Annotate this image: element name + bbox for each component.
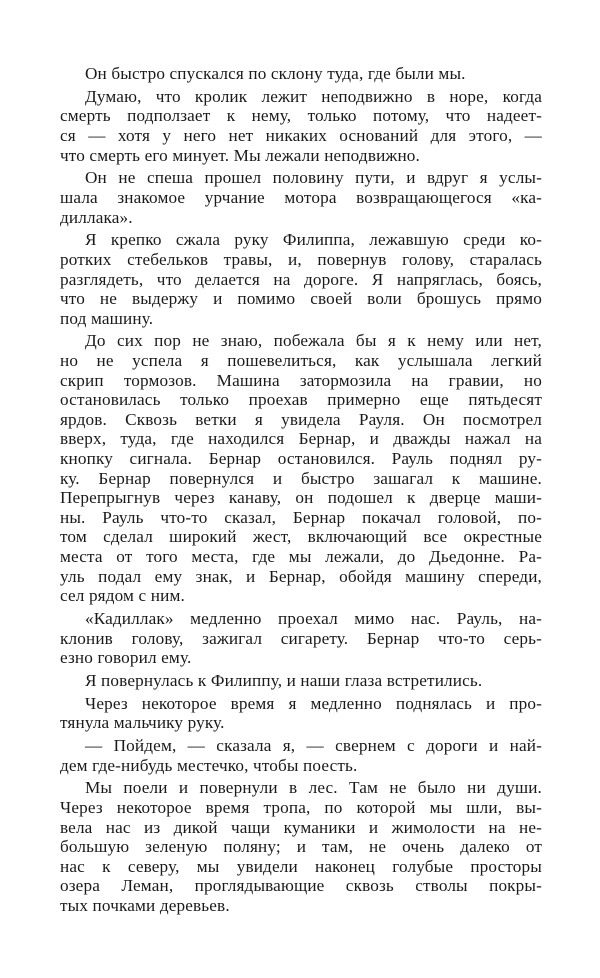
text-line: Перепрыгнув через канаву, он подошел к дверце маши- [60, 488, 542, 508]
text-line: остановилась только проехав примерно еще пятьдесят [60, 390, 542, 410]
text-line: большую зеленую поляну; и там, не очень далеко от [60, 837, 542, 857]
text-line: ны. Рауль что-то сказал, Бернар покачал головой, по- [60, 507, 542, 527]
paragraph-10 [60, 778, 542, 915]
text-line: ся — хотя у него нет никаких оснований для этого, — [60, 125, 542, 145]
text-line: что смерть его минует. Мы лежали неподвижно. [60, 145, 420, 165]
text-line: места от того места, где мы лежали, до Дьедонне. Ра- [60, 547, 542, 566]
text-line: — Пойдем, — сказала я, — свернем с дороги и най- [85, 736, 542, 756]
text-line: Он быстро спускался по склону туда, где были мы. [85, 64, 466, 83]
text-line: тянула мальчику руку. [60, 713, 225, 733]
text-line: Он не спеша прошел половину пути, и вдруг я услы- [85, 168, 542, 188]
text-line: разглядеть, что делается на дороге. Я напряглась, боясь, [60, 269, 542, 289]
book-page-text [60, 64, 542, 919]
text-line: ротких стебельков травы, и, повернув голову, старалась [60, 249, 542, 269]
text-line: но не успела я пошевелиться, как услышала легкий [60, 351, 542, 371]
text-line: смерть подползает к нему, только потому, что надеет- [60, 106, 542, 126]
text-line: Я повернулась к Филиппу, и наши глаза встретились. [85, 670, 483, 690]
text-line: Через некоторое время я медленно поднялась и про- [85, 693, 542, 713]
text-line: под машину. [60, 308, 154, 328]
paragraph-7 [60, 671, 542, 691]
text-line: Мы поели и повернули в лес. Там не было ни души. [85, 778, 542, 798]
paragraph-9-dialogue [60, 736, 542, 775]
text-line: Я крепко сжала руку Филиппа, лежавшую среди ко- [85, 230, 542, 250]
paragraph-5 [60, 331, 542, 605]
paragraph-3 [60, 168, 542, 227]
text-line: сел рядом с ним. [60, 586, 185, 606]
text-line: диллака». [60, 207, 133, 227]
text-line: ярдов. Сквозь ветки я увидела Рауля. Он посмотрел [60, 409, 542, 429]
text-line: нас к северу, мы увидели наконец голубые просторы [60, 856, 542, 876]
text-line: кнопку сигнала. Бернар остановился. Рауль поднял ру- [60, 449, 542, 469]
paragraph-4 [60, 230, 542, 328]
text-line: До сих пор не знаю, побежала бы я к нему или нет, [85, 331, 542, 351]
text-line: клонив голову, зажигал сигарету. Бернар что-то серь- [60, 628, 542, 648]
text-line: Думаю, что кролик лежит неподвижно в норе, когда [85, 86, 542, 106]
text-line: ку. Бернар повернулся и быстро зашагал к машине. [60, 468, 542, 488]
paragraph-6 [60, 609, 542, 668]
text-line: шала знакомое урчание мотора возвращающегося «ка- [60, 187, 542, 207]
text-line: «Кадиллак» медленно проехал мимо нас. Рауль, на- [85, 608, 542, 628]
text-line: уль подал ему знак, и Бернар, обойдя машину спереди, [60, 566, 542, 586]
text-line: вела нас из дикой чащи куманики и жимолости на не- [60, 817, 542, 837]
text-line: тых почками деревьев. [60, 896, 230, 916]
text-line: езно говорил ему. [60, 648, 192, 668]
text-line: том сделал широкий жест, включающий все окрестные [60, 527, 542, 547]
text-line: вверх, туда, где находился Бернар, и дважды нажал на [60, 429, 542, 449]
paragraph-2 [60, 87, 542, 165]
paragraph-8 [60, 694, 542, 733]
text-line: что не выдержу и помимо своей воли брошусь прямо [60, 289, 542, 309]
paragraph-1 [60, 64, 542, 84]
text-line: Через некоторое время тропа, по которой мы шли, вы- [60, 798, 542, 818]
text-line: скрип тормозов. Машина затормозила на гравии, но [60, 370, 542, 390]
text-line: дем где-нибудь местечко, чтобы поесть. [60, 755, 358, 775]
text-line: озера Леман, проглядывающие сквозь стволы покры- [60, 876, 542, 896]
